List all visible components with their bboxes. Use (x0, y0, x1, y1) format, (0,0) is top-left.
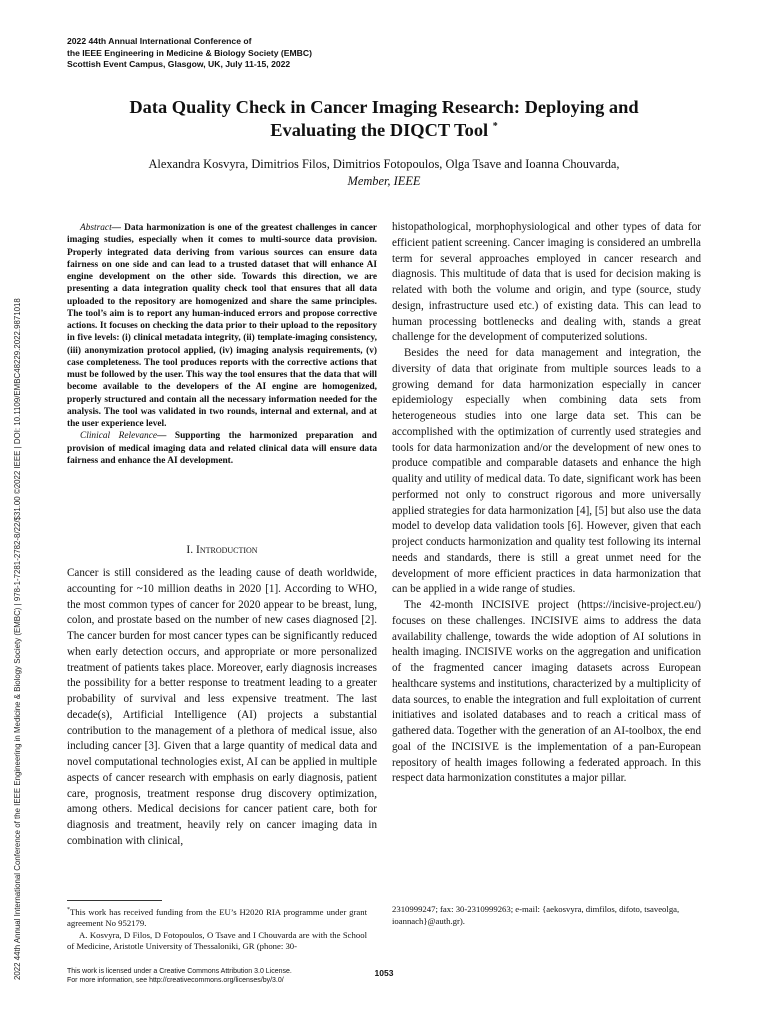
section-heading-introduction (67, 542, 377, 558)
author-names: Alexandra Kosvyra, Dimitrios Filos, Dimitrios Fotopoulos, Olga Tsave and Ioanna Chouvarda, (148, 157, 620, 171)
clinical-relevance-heading: Clinical Relevance (80, 431, 158, 442)
section-title: Introduction (195, 544, 258, 556)
intro-paragraph-1: Cancer is still considered as the leading cause of death worldwide, accounting for ~10 million deaths in 2020 [1]. According to WHO, the most common types of cancer for 2020 appear to be breast, lung, colon, and prostate based on the number of new cases diagnosed [2]. The cancer burden for most cancer types can be significantly reduced when early detection occurs, and appropriate or more personalized treatment of patients takes place. Moreover, early diagnosis increases the possibility for a better response to treatment leading to a greater probability of survival and less expensive treatment. The last decade(s), Artificial Intelligence (AI) projects a substantial contribution to the management of a plethora of medical issue, also including cancer [3]. Given that a large quantity of medical data and novel computational technologies exist, AI can be applied in multiple aspects of cancer research with emphasis on early diagnosis, patient care, prognosis, treatment response drug discovery optimization, among others. Medical decisions for cancer patient care, both for diagnosis and treatment, heavily rely on cancer imaging data in combination with clinical, (67, 567, 377, 847)
right-column (392, 220, 701, 787)
license-line-1: This work is licensed under a Creative Commons Attribution 3.0 License. (67, 968, 292, 975)
conference-line-3: Scottish Event Campus, Glasgow, UK, July 11-15, 2022 (67, 59, 291, 69)
author-list (70, 156, 698, 190)
license-notice (67, 967, 367, 985)
right-paragraph-1: histopathological, morphophysiological and other types of data for efficient patient screening. Cancer imaging is considered an umbrella term for several approaches employed in cancer research and diagnosis. This multitude of data that is used for decision making is related with both the volume and origin, and type (source, study design, infrastructure used etc.) of existing data. This can lead to human processing bottlenecks and dealing with, stands a great challenge for the development of computerized solutions. (392, 221, 701, 344)
abstract-body: Data harmonization is one of the greatest challenges in cancer imaging studies, especially when it comes to multi-source data provision. Properly integrated data deriving from various sources can ensure data fairness on one side and can lead to a trusted dataset that will enhance AI engine development on the other side. Towards this direction, we are presenting a data integration quality check tool that ensures that all data uploaded to the repository are homogenized and share the same principles. The tool’s aim is to report any human-induced errors and propose corrective actions. It focuses on checking the data prior to their upload to the repository in five levels: (i) clinical metadata integrity, (ii) template-imaging consistency, (iii) anonymization protocol applied, (iv) imaging analysis requirements, (v) case completeness. The tool produces reports with the corrective actions that must be followed by the user. This way the tool ensures that the data that will become available to the developers of the AI engine are homogenized, properly structured and contain all the necessary information needed for the analysis. The tool was validated in two rounds, internal and external, and at the user experience level. (67, 223, 377, 429)
title-line-2 (70, 119, 698, 142)
footnote-marker: * (67, 907, 70, 913)
page-number: 1053 (374, 968, 394, 978)
clinical-relevance-dash: — (157, 431, 167, 442)
abstract-dash: — (111, 223, 122, 233)
abstract-paragraph (67, 222, 377, 430)
abstract-heading: Abstract (80, 223, 112, 233)
footnote-affiliation: A. Kosvyra, D Filos, D Fotopoulos, O Tsave and I Chouvarda are with the School of Medicine, Aristotle University of Thessaloniki, GR (phone: 30- (67, 929, 367, 952)
conference-header (67, 36, 487, 71)
conference-line-1: 2022 44th Annual International Conference of (67, 36, 252, 46)
footnote-rule (67, 900, 162, 901)
title-footnote-marker: * (492, 120, 498, 132)
abstract (67, 222, 377, 467)
title-line-2-text: Evaluating the DIQCT Tool (270, 120, 489, 140)
paper-title (70, 96, 698, 142)
footnote-left (67, 905, 367, 953)
right-paragraph-3: The 42-month INCISIVE project (https://incisive-project.eu/) focuses on these challenges. INCISIVE aims to address the data availability challenge, towards the wide adoption of AI solutions in health imaging. INCISIVE works on the aggregation and unification of the fragmented cancer imaging datasets across European healthcare systems and institutions, characterized by a multiplicity of data sources, to enable the integration and full exploitation of current initiatives and isolated databases and to reach a critical mass of gathered data. Together with the generation of an AI-toolbox, the end goal of the INCISIVE is the implementation of a pan-European repository of health images following a federated approach. In this respect data harmonization constitutes a major pillar. (392, 599, 701, 785)
right-paragraph-2: Besides the need for data management and integration, the diversity of data that originate from multiple sources leads to a growing demand for data harmonization especially in cancer epidemiology especially when combining data sets from heterogeneous studies into one large data set. This can be accomplished with the optimization of currently used strategies and tools for data harmonization and/or the development of new ones to produce compatible and comparable datasets and enhance the high quality and utility of medical data. To date, significant work has been performed not only to construct rigorous and more universally applied strategies for data harmonization [4], [5] but also use the data model to develop data validation tools [6]. However, given that each project conducts harmonization and quality test following its internal needs and standards, there is still a great unmet need for the development of more efficient practices in data harmonization that can be applied in a wide range of studies. (392, 347, 701, 596)
footnote-funding (67, 905, 367, 930)
footnote-contact: 2310999247; fax: 30-2310999263; e-mail: {aekosvyra, dimfilos, difoto, tsaveolga, ioannach}@auth.gr). (392, 904, 680, 926)
clinical-relevance-body: Supporting the harmonized preparation and provision of medical imaging data and related clinical data will ensure data fairness and enhance the AI development. (67, 431, 377, 466)
footnote-funding-text: This work has received funding from the EU’s H2020 RIA programme under grant agreement No 952179. (67, 906, 367, 929)
left-column (67, 566, 377, 850)
conference-line-2: the IEEE Engineering in Medicine & Biology Society (EMBC) (67, 47, 312, 58)
title-line-1: Data Quality Check in Cancer Imaging Research: Deploying and (129, 97, 639, 117)
doi-sidebar: 2022 44th Annual International Conference of the IEEE Engineering in Medicine & Biology Society (EMBC) | 978-1-7281-2782-8/22/$31.00 ©2022 IEEE | DOI: 10.1109/EMBC48229.2022.9871018 (13, 298, 22, 980)
section-number: I. (186, 544, 194, 556)
author-membership: Member, IEEE (347, 174, 421, 188)
license-line-2: For more information, see http://creativecommons.org/licenses/by/3.0/ (67, 977, 284, 984)
clinical-relevance-paragraph (67, 430, 377, 467)
